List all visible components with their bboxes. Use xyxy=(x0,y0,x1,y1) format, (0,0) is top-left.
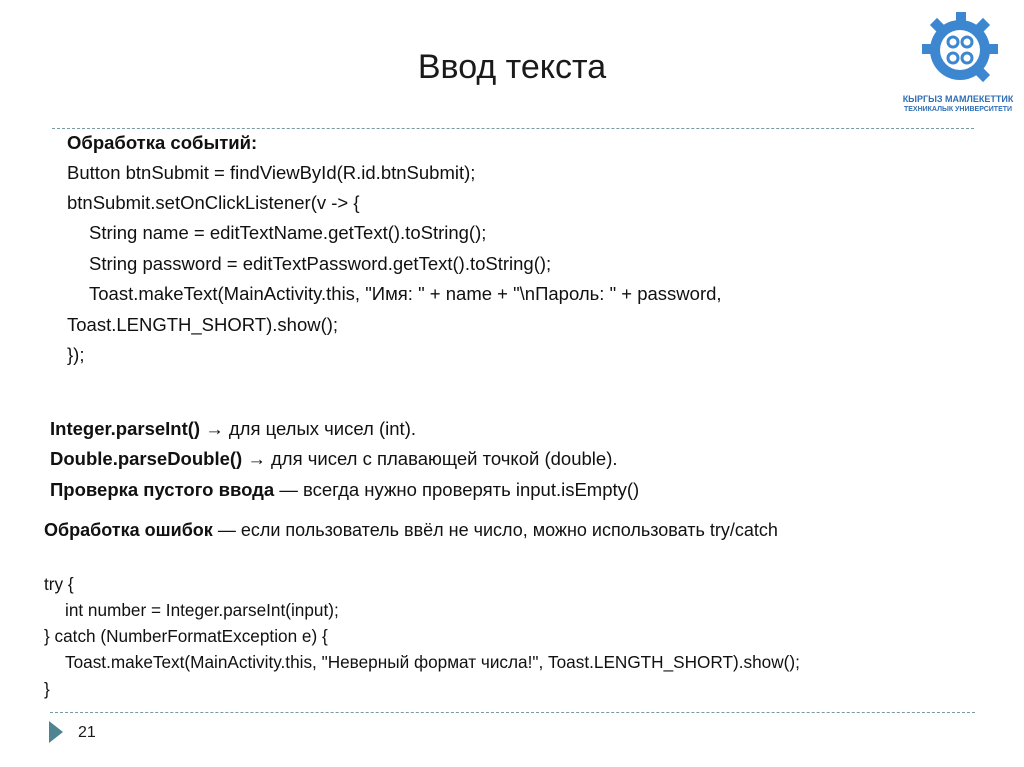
code-line: Button btnSubmit = findViewById(R.id.btnSubmit); xyxy=(67,162,476,183)
code-line: } xyxy=(44,679,50,699)
logo-line-1: КЫРГЫЗ МАМЛЕКЕТТИК xyxy=(902,94,1014,104)
errors-bold: Обработка ошибок xyxy=(44,520,213,540)
note-text: → для целых чисел (int). xyxy=(200,418,416,439)
code-line: Toast.makeText(MainActivity.this, "Имя: " + name + "\nПароль: " + password, xyxy=(89,283,722,304)
errors-text: — если пользователь ввёл не число, можно использовать try/catch xyxy=(212,520,778,540)
code-line: String name = editTextName.getText().toString(); xyxy=(89,222,487,243)
note-empty-check xyxy=(50,479,639,501)
note-bold: Проверка пустого ввода xyxy=(50,479,275,500)
top-divider xyxy=(52,128,974,129)
code-line: try { xyxy=(44,574,74,594)
note-parsedouble xyxy=(50,448,618,470)
slide-title: Ввод текста xyxy=(417,48,607,86)
note-text: — всегда нужно проверять input.isEmpty() xyxy=(274,479,640,500)
code-line: Toast.LENGTH_SHORT).show(); xyxy=(67,314,339,335)
note-bold: Integer.parseInt() xyxy=(50,418,201,439)
errors-heading xyxy=(44,520,778,541)
note-bold: Double.parseDouble() xyxy=(50,448,243,469)
code-line: int number = Integer.parseInt(input); xyxy=(65,600,339,620)
logo-line-2: ТЕХНИКАЛЫК УНИВЕРСИТЕТИ xyxy=(903,106,1013,113)
code-line: Toast.makeText(MainActivity.this, "Неверный формат числа!", Toast.LENGTH_SHORT).show(); xyxy=(65,652,800,672)
university-logo xyxy=(898,6,1018,124)
code-line: }); xyxy=(67,344,85,365)
code-line: btnSubmit.setOnClickListener(v -> { xyxy=(67,192,360,213)
triangle-bullet-icon xyxy=(49,721,63,743)
code-line: } catch (NumberFormatException e) { xyxy=(44,626,328,646)
bottom-divider xyxy=(50,712,975,713)
events-heading: Обработка событий: xyxy=(67,132,258,153)
code-line: String password = editTextPassword.getText().toString(); xyxy=(89,253,552,274)
gear-logo-icon xyxy=(898,6,1018,94)
note-parseint xyxy=(50,418,416,440)
page-number: 21 xyxy=(78,724,96,741)
note-text: → для чисел с плавающей точкой (double). xyxy=(242,448,618,469)
